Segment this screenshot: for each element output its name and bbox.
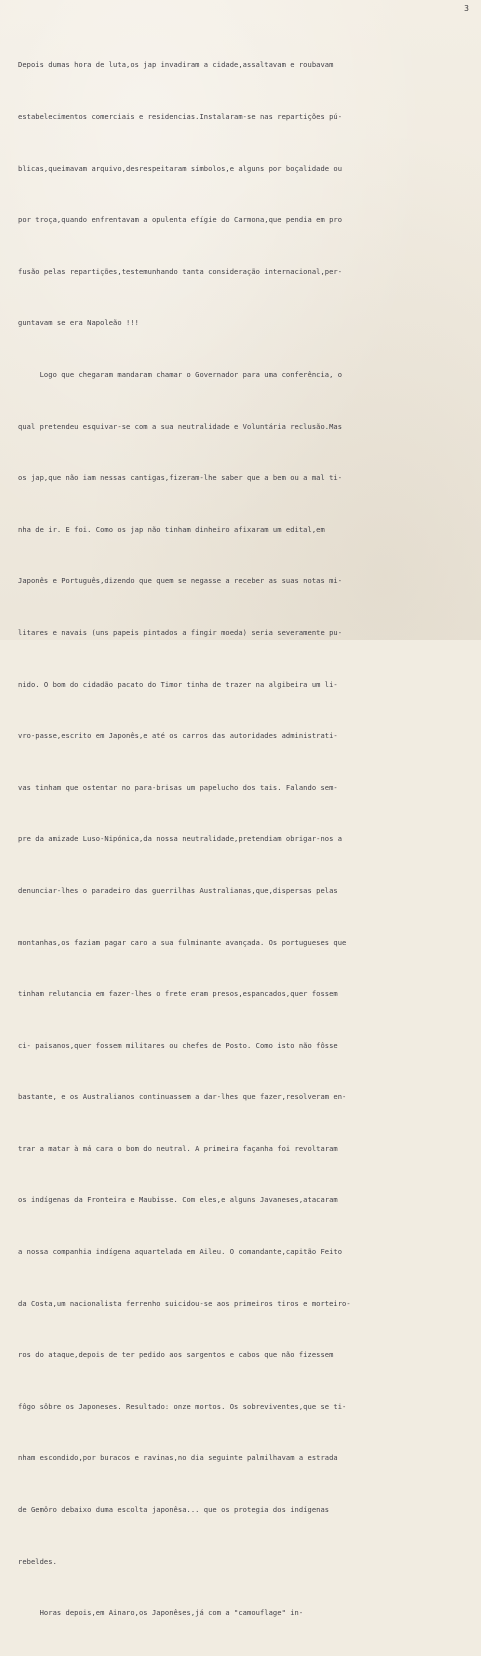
text-line: fôgo sôbre os Japoneses. Resultado: onze mortos. Os sobreviventes,que se ti- bbox=[18, 1401, 347, 1411]
text-line: os jap,que não iam nessas cantigas,fizeram-lhe saber que a bem ou a mal ti- bbox=[18, 473, 343, 483]
text-line: vas tinham que ostentar no para-brisas um papelucho dos tais. Falando sem- bbox=[18, 782, 338, 792]
text-line: os indígenas da Fronteira e Maubisse. Com eles,e alguns Javaneses,atacaram bbox=[18, 1195, 338, 1205]
text-line: tinham relutancia em fazer-lhes o frete eram presos,espancados,quer fossem bbox=[18, 989, 338, 999]
text-line: nido. O bom do cidadão pacato do Timor tinha de trazer na algibeira um li- bbox=[18, 679, 338, 689]
text-line: guntavam se era Napoleão !!! bbox=[18, 318, 139, 328]
text-line: ros do ataque,depois de ter pedido aos sargentos e cabos que não fizessem bbox=[18, 1350, 334, 1360]
text-line: litares e navais (uns papeis pintados a fingir moeda) seria severamente pu- bbox=[18, 627, 343, 637]
text-line: ci- paisanos,quer fossem militares ou chefes de Posto. Como isto não fôsse bbox=[18, 1040, 338, 1050]
text-line: a nossa companhia indígena aquartelada em Aileu. O comandante,capitão Feito bbox=[18, 1247, 343, 1257]
text-line: blicas,queimavam arquivo,desrespeitaram símbolos,e alguns por boçalidade ou bbox=[18, 163, 343, 173]
typewritten-body bbox=[18, 22, 474, 1656]
text-line: nham escondido,por buracos e ravinas,no dia seguinte palmilhavam a estrada bbox=[18, 1453, 338, 1463]
text-line: montanhas,os faziam pagar caro a sua fulminante avançada. Os portugueses que bbox=[18, 937, 347, 947]
text-line: Logo que chegaram mandaram chamar o Governador para uma conferência, o bbox=[18, 369, 343, 379]
text-line: nha de ir. E foi. Como os jap não tinham dinheiro afixaram um edital,em bbox=[18, 524, 325, 534]
text-line: estabelecimentos comerciais e residencias.Instalaram-se nas repartições pú- bbox=[18, 112, 343, 121]
text-line: trar a matar à má cara o bom do neutral. A primeira façanha foi revoltaram bbox=[18, 1143, 338, 1153]
text-line: rebeldes. bbox=[18, 1556, 57, 1566]
page-number: 3 bbox=[464, 4, 469, 13]
text-line: fusão pelas repartições,testemunhando tanta consideração internacional,per- bbox=[18, 266, 343, 276]
text-line: bastante, e os Australianos continuassem a dar-lhes que fazer,resolveram en- bbox=[18, 1092, 347, 1102]
text-line: Horas depois,em Ainaro,os Japonêses,já com a "camouflage" in- bbox=[18, 1608, 304, 1618]
text-line: denunciar-lhes o paradeiro das guerrilhas Australianas,que,dispersas pelas bbox=[18, 885, 338, 895]
text-line: por troça,quando enfrentavam a opulenta efígie do Carmona,que pendia em pro bbox=[18, 215, 343, 225]
text-line: pre da amizade Luso-Nipónica,da nossa neutralidade,pretendiam obrigar-nos a bbox=[18, 834, 343, 844]
text-line: Japonês e Português,dizendo que quem se negasse a receber as suas notas mi- bbox=[18, 576, 343, 586]
text-line: vro-passe,escrito em Japonês,e até os carros das autoridades administrati- bbox=[18, 731, 338, 741]
text-line: qual pretendeu esquivar-se com a sua neutralidade e Voluntária reclusão.Mas bbox=[18, 421, 343, 431]
text-line: de Gemôro debaixo duma escolta japonêsa... que os protegia dos indígenas bbox=[18, 1505, 330, 1515]
text-line: Depois dumas hora de luta,os jap invadiram a cidade,assaltavam e roubavam bbox=[18, 60, 334, 70]
text-line: da Costa,um nacionalista ferrenho suicidou-se aos primeiros tiros e morteiro- bbox=[18, 1298, 351, 1308]
